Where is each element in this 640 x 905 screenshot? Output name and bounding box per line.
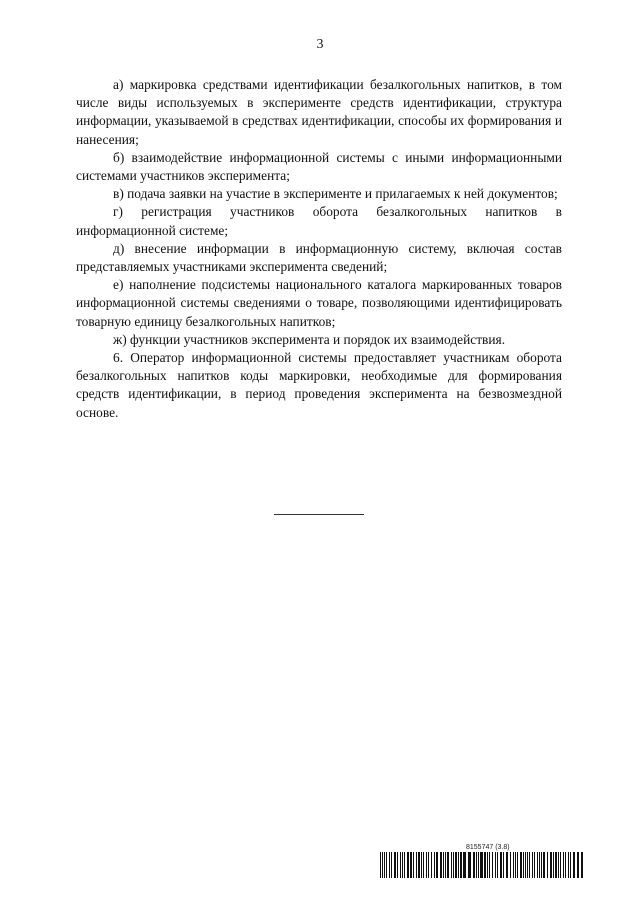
barcode-bar (543, 852, 545, 878)
paragraph-g: г) регистрация участников оборота безалкогольных напитков в информационной системе; (76, 204, 562, 238)
barcode-bar (458, 852, 459, 878)
barcode-bar (484, 852, 486, 878)
barcode-bar (550, 852, 552, 878)
barcode-bar (520, 852, 522, 878)
barcode-bar (468, 852, 471, 878)
barcode-bar (451, 852, 452, 878)
barcode-bar (577, 852, 579, 878)
barcode-bar (413, 852, 414, 878)
barcode-bar (553, 852, 554, 878)
barcode-bar (402, 852, 403, 878)
barcode-bar (495, 852, 496, 878)
paragraph-v: в) подача заявки на участие в эксперименте и прилагаемых к ней документов; (113, 186, 558, 202)
barcode-bar (581, 852, 583, 878)
barcode-bar (445, 852, 446, 878)
barcode-bar (480, 852, 483, 878)
barcode-bar (568, 852, 569, 878)
barcode-bar (503, 852, 504, 878)
barcode-bar (386, 852, 387, 878)
barcode-bar (555, 852, 557, 878)
paragraph-zh: ж) функции участников эксперимента и порядок их взаимодействия. (113, 331, 506, 347)
paragraph-d: д) внесение информации в информационную систему, включая состав представляемых участниками эксперимента сведений; (76, 240, 562, 275)
barcode-bar (394, 852, 396, 878)
barcode-bar (532, 852, 533, 878)
paragraph-6: 6. Оператор информационной системы предоставляет участникам оборота безалкогольных напитков коды маркировки, необходимые для формирования средств идентификации, в период проведения эксперимента на безвозмездной основе. (76, 350, 562, 420)
barcode-bar (489, 852, 490, 878)
barcode-bar (497, 852, 498, 878)
barcode-bar (440, 852, 442, 878)
barcode (380, 852, 586, 878)
barcode-bar (506, 852, 508, 878)
barcode-bar (431, 852, 432, 878)
barcode-bar (478, 852, 479, 878)
barcode-bar (560, 852, 561, 878)
barcode-bar (384, 852, 385, 878)
barcode-bar (473, 852, 475, 878)
barcode-bar (455, 852, 457, 878)
barcode-bar (529, 852, 530, 878)
barcode-bar (492, 852, 493, 878)
page-number: 3 (316, 37, 324, 52)
barcode-bar (416, 852, 417, 878)
barcode-bar (428, 852, 429, 878)
barcode-bar (525, 852, 526, 878)
barcode-bar (382, 852, 383, 878)
barcode-bar (517, 852, 518, 878)
barcode-bar (534, 852, 535, 878)
barcode-bar (513, 852, 514, 878)
barcode-bar (436, 852, 438, 878)
barcode-bar (523, 852, 524, 878)
barcode-bar (443, 852, 444, 878)
end-divider (274, 514, 364, 515)
barcode-bar (510, 852, 511, 878)
barcode-bar (380, 852, 381, 878)
barcode-bar (434, 852, 435, 878)
paragraph-b: б) взаимодействие информационной системы с иными информационными системами участников эксперимента; (76, 149, 562, 184)
barcode-bar (391, 852, 392, 878)
barcode-bar (410, 852, 412, 878)
barcode-bar (418, 852, 420, 878)
paragraph-e: е) наполнение подсистемы национального каталога маркированных товаров информационной системы сведениями о товаре, позволяющими идентифицировать товарную единицу безалкогольных напитков; (76, 277, 562, 329)
barcode-bar (563, 852, 564, 878)
barcode-bar (460, 852, 462, 878)
barcode-bar (407, 852, 409, 878)
paragraph-a: а) маркировка средствами идентификации безалкогольных напитков, в том числе виды используемых в эксперименте средств идентификации, структура информации, указываемой в средствах идентификации, способы их формирования и нанесения; (76, 77, 562, 147)
barcode-bar (400, 852, 401, 878)
barcode-bar (547, 852, 548, 878)
barcode-bar (463, 852, 466, 878)
barcode-bar (487, 852, 488, 878)
barcode-bar (500, 852, 502, 878)
barcode-bar (453, 852, 454, 878)
barcode-bar (404, 852, 405, 878)
barcode-bar (421, 852, 422, 878)
barcode-bar (476, 852, 477, 878)
barcode-bar (515, 852, 516, 878)
barcode-bar (426, 852, 427, 878)
body-text (76, 76, 562, 422)
document-code: 8155747 (3.8) (466, 844, 510, 851)
barcode-bar (397, 852, 398, 878)
barcode-bar (565, 852, 566, 878)
barcode-bar (389, 852, 390, 878)
barcode-bar (447, 852, 449, 878)
barcode-bar (423, 852, 424, 878)
barcode-bar (539, 852, 540, 878)
barcode-bar (527, 852, 528, 878)
barcode-bar (558, 852, 559, 878)
barcode-bar (537, 852, 538, 878)
barcode-bar (573, 852, 575, 878)
barcode-bar (570, 852, 571, 878)
barcode-bar (541, 852, 542, 878)
